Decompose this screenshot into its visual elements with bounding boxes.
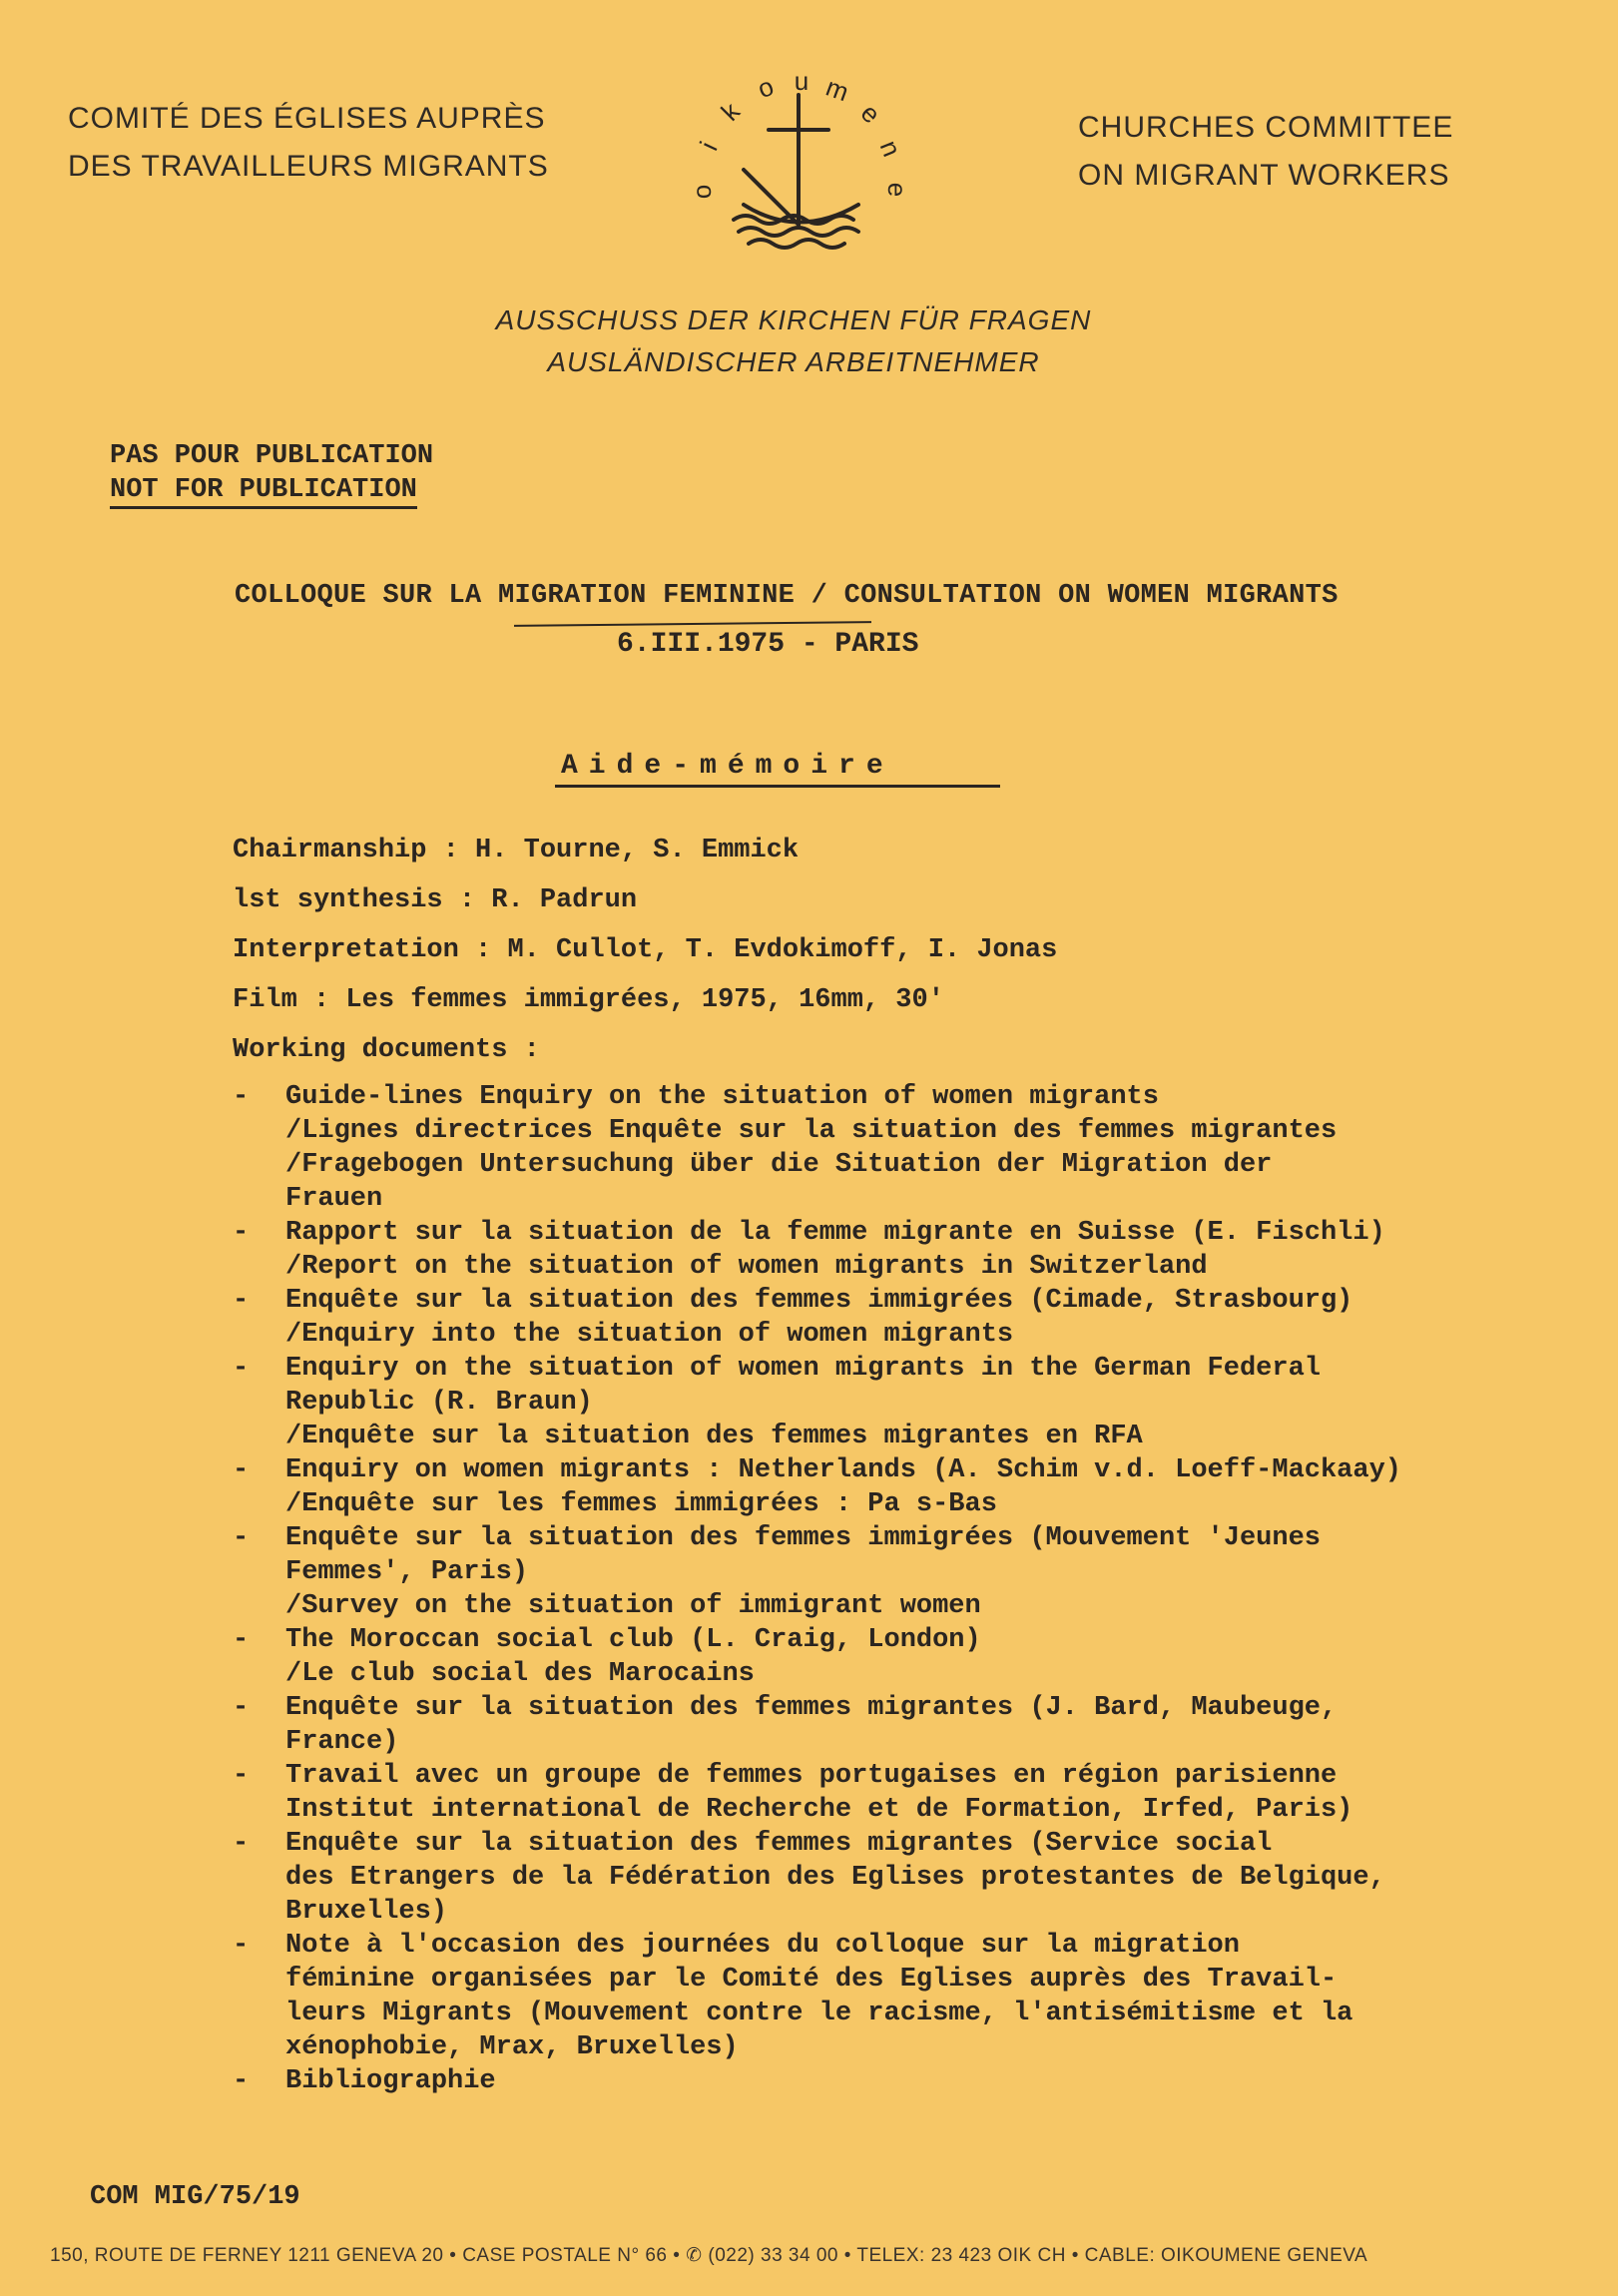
header-right [1078,104,1453,200]
working-documents-label: Working documents : [233,1035,540,1065]
list-item: - Enquête sur la situation des femmes migrantes (Service social des Etrangers de la Fédération des Eglises protestantes de Belgique, Bruxelles) [233,1829,1385,1927]
header-left [68,95,549,191]
logo-letter: e [882,182,912,198]
logo-letter: o [687,184,717,200]
oikoumene-logo [687,66,912,260]
header-right-line: CHURCHES COMMITTEE [1078,111,1454,144]
notice-en: NOT FOR PUBLICATION [110,475,417,509]
header-right-line: ON MIGRANT WORKERS [1078,159,1450,192]
interpretation: Interpretation : M. Cullot, T. Evdokimoff, I. Jonas [233,935,1058,965]
list-item: - Enquête sur la situation des femmes immigrées (Mouvement 'Jeunes Femmes', Paris) /Survey on the situation of immigrant women [233,1523,1321,1621]
logo-letter: o [753,70,778,105]
notice-fr: PAS POUR PUBLICATION [110,441,434,471]
document-title: Aide-mémoire [561,751,894,782]
logo-letter: e [854,97,887,130]
meta-block [233,829,1057,1078]
date-line: 6.III.1975 - PARIS [617,629,919,660]
list-item: - Enquiry on the situation of women migrants in the German Federal Republic (R. Braun) /Enquête sur la situation des femmes migrantes en RFA [233,1354,1321,1451]
reference-code: COM MIG/75/19 [90,2182,300,2212]
logo-letter: m [821,71,853,108]
logo-letter: i [694,137,724,156]
film: Film : Les femmes immigrées, 1975, 16mm, 30' [233,985,944,1015]
list-item: - Bibliographie [233,2066,496,2096]
list-item: - Guide-lines Enquiry on the situation of women migrants /Lignes directrices Enquête sur la situation des femmes migrantes /Fragebogen Untersuchung über die Situation der Migration der Frauen [233,1082,1338,1214]
colloque-title: COLLOQUE SUR LA MIGRATION FEMININE / CONSULTATION ON WOMEN MIGRANTS [235,581,1339,611]
list-item: - Travail avec un groupe de femmes portugaises en région parisienne Institut international de Recherche et de Formation, Irfed, Paris) [233,1761,1353,1825]
title-underline [555,785,1000,788]
header-left-line: DES TRAVAILLEURS MIGRANTS [68,150,549,183]
list-item: - The Moroccan social club (L. Craig, London) /Le club social des Marocains [233,1625,981,1689]
header-center-line: AUSLÄNDISCHER ARBEITNEHMER [547,346,1040,377]
list-item: - Enquiry on women migrants : Netherlands (A. Schim v.d. Loeff-Mackaay) /Enquête sur les femmes immigrées : Pa s-Bas [233,1455,1401,1519]
document-list [233,1080,1401,2098]
header-center [379,299,1208,383]
list-item: - Enquête sur la situation des femmes migrantes (J. Bard, Maubeuge, France) [233,1693,1338,1757]
header-center-line: AUSSCHUSS DER KIRCHEN FÜR FRAGEN [495,304,1092,335]
list-item: - Rapport sur la situation de la femme migrante en Suisse (E. Fischli) /Report on the situation of women migrants in Switzerland [233,1218,1385,1282]
chairmanship: Chairmanship : H. Tourne, S. Emmick [233,836,800,865]
list-item: - Enquête sur la situation des femmes immigrées (Cimade, Strasbourg) /Enquiry into the situation of women migrants [233,1286,1353,1350]
colloque-underline [514,621,871,627]
logo-letter: u [794,66,809,96]
list-item: - Note à l'occasion des journées du colloque sur la migration féminine organisées par le Comité des Eglises auprès des Travail- leurs Migrants (Mouvement contre le racisme, l'antisémitisme et la xénophobie, Mrax, Bruxelles) [233,1931,1353,2062]
first-synthesis: lst synthesis : R. Padrun [233,885,638,915]
logo-letter: n [873,136,907,161]
publication-notice [110,439,433,507]
header-left-line: COMITÉ DES ÉGLISES AUPRÈS [68,102,546,135]
logo-letter: k [715,96,746,127]
address-footer: 150, ROUTE DE FERNEY 1211 GENEVA 20 • CASE POSTALE N° 66 • ✆ (022) 33 34 00 • TELEX: 23 423 OIK CH • CABLE: OIKOUMENE GENEVA [50,2245,1368,2266]
